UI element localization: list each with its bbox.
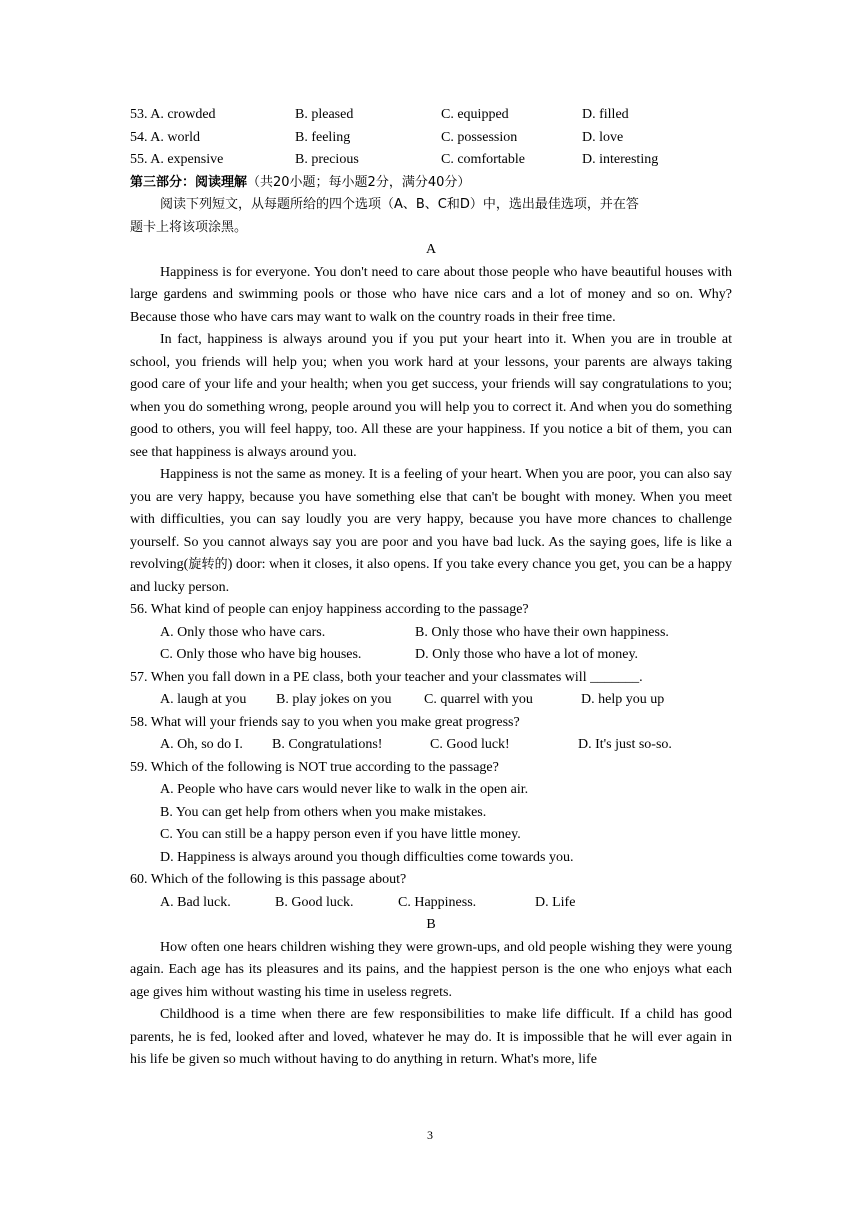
paragraph-text: Happiness is not the same as money. It is a feeling of your heart. When you are poor, you can also say you are very happy, because you have something else that can't be bought with money. When you meet with difficulties, you can say loudly you are very happy, because you have more chances to challenge yourself. So you cannot always say you are poor and you have bad luck. As the saying goes, life is like a revolving( — [130, 467, 732, 572]
answer-row — [130, 622, 732, 645]
option-d: D. filled — [582, 107, 629, 122]
option-a: 55. A. expensive — [130, 152, 224, 167]
answer-a: A. Oh, so do I. — [160, 737, 243, 752]
exam-page-content — [130, 104, 732, 1072]
answer-c: C. You can still be a happy person even if you have little money. — [160, 827, 521, 842]
passage-paragraph: How often one hears children wishing they were grown-ups, and old people wishing they were young again. Each age has its pleasures and its pains, and the happiest person is the one who enjoys what each age gives him without wasting his time in useless regrets. — [130, 939, 732, 1000]
option-a: 53. A. crowded — [130, 107, 216, 122]
answer-b: B. You can get help from others when you make mistakes. — [160, 804, 487, 820]
option-c: C. equipped — [441, 107, 509, 122]
section-instruction-line2: 题卡上将该项涂黑。 — [130, 219, 248, 235]
cloze-option-row — [130, 149, 732, 172]
passage-label-a: A — [425, 242, 437, 257]
section-title: 第三部分：阅读理解 — [130, 174, 248, 190]
paragraph-text: ) door: when it closes, it also opens. If you take every chance you get, you can be a happy and lucky person. — [130, 557, 732, 595]
section-heading — [130, 172, 732, 195]
answer-d: D. help you up — [581, 692, 665, 707]
answer-a: A. People who have cars would never like to walk in the open air. — [160, 782, 529, 797]
answer-b: B. Only those who have their own happiness. — [415, 624, 669, 640]
question-stem: 58. What will your friends say to you when you make great progress? — [130, 714, 520, 730]
option-d: D. interesting — [582, 152, 659, 167]
answer-row — [130, 892, 732, 915]
question-stem: 59. Which of the following is NOT true according to the passage? — [130, 759, 499, 775]
cloze-option-row — [130, 104, 732, 127]
answer-d: D. Life — [535, 894, 576, 910]
option-d: D. love — [582, 129, 624, 145]
question-stem: 57. When you fall down in a PE class, both your teacher and your classmates will _______. — [130, 669, 643, 685]
answer-c: C. quarrel with you — [424, 692, 533, 707]
option-b: B. feeling — [295, 129, 351, 145]
page-number: 3 — [427, 1128, 433, 1142]
cloze-options — [130, 104, 732, 172]
passage-paragraph: Happiness is for everyone. You don't need to care about those people who have beautiful houses with large gardens and swimming pools or those who have nice cars and a lot of money and so on. Why? Because those who have cars may want to walk on the country roads in their free time. — [130, 264, 732, 325]
section-note: （共20小题；每小题2分，满分40分） — [247, 174, 471, 190]
passage-paragraph: In fact, happiness is always around you if you put your heart into it. When you are in trouble at school, you friends will help you; when you work hard at your lessons, your parents are always taking good care of your life and your health; when you get success, your friends will say congratulations to you; when you do something wrong, people around you will help you to correct it. And when you do something good to others, you will feel happy, too. All these are your happiness. If you notice a bit of them, you can see that happiness is always around you. — [130, 332, 732, 460]
answer-b: B. Good luck. — [275, 894, 354, 910]
section-instruction-line1: 阅读下列短文，从每题所给的四个选项（A、B、C和D）中，选出最佳选项，并在答 — [160, 197, 639, 212]
answer-row — [130, 734, 732, 757]
option-b: B. precious — [295, 152, 359, 167]
option-c: C. comfortable — [441, 152, 525, 167]
cloze-option-row — [130, 127, 732, 150]
answer-row — [130, 644, 732, 667]
answer-c: C. Good luck! — [430, 737, 510, 752]
question-stem: 56. What kind of people can enjoy happiness according to the passage? — [130, 602, 529, 617]
answer-a: A. Bad luck. — [160, 894, 231, 910]
answer-c: C. Happiness. — [398, 894, 477, 910]
option-b: B. pleased — [295, 107, 354, 122]
answer-a: A. laugh at you — [160, 692, 247, 707]
answer-b: B. play jokes on you — [276, 692, 392, 707]
passage-paragraph: Childhood is a time when there are few responsibilities to make life difficult. If a child has good parents, he is fed, looked after and loved, whatever he may do. It is impossible that he will ever again in his life be given so much without having to do anything in return. What's more, life — [130, 1007, 732, 1067]
answer-d: D. Only those who have a lot of money. — [415, 647, 639, 662]
answer-d: D. It's just so-so. — [578, 737, 672, 752]
option-c: C. possession — [441, 129, 518, 145]
answer-b: B. Congratulations! — [272, 737, 383, 752]
answer-a: A. Only those who have cars. — [160, 624, 326, 640]
answer-row — [130, 689, 732, 712]
question-stem: 60. Which of the following is this passage about? — [130, 872, 407, 887]
answer-d: D. Happiness is always around you though difficulties come towards you. — [160, 849, 574, 865]
chinese-gloss: 旋转的 — [188, 557, 228, 572]
passage-label-b: B — [426, 917, 436, 932]
passage-paragraph — [130, 464, 732, 599]
answer-c: C. Only those who have big houses. — [160, 647, 362, 662]
option-a: 54. A. world — [130, 129, 200, 145]
